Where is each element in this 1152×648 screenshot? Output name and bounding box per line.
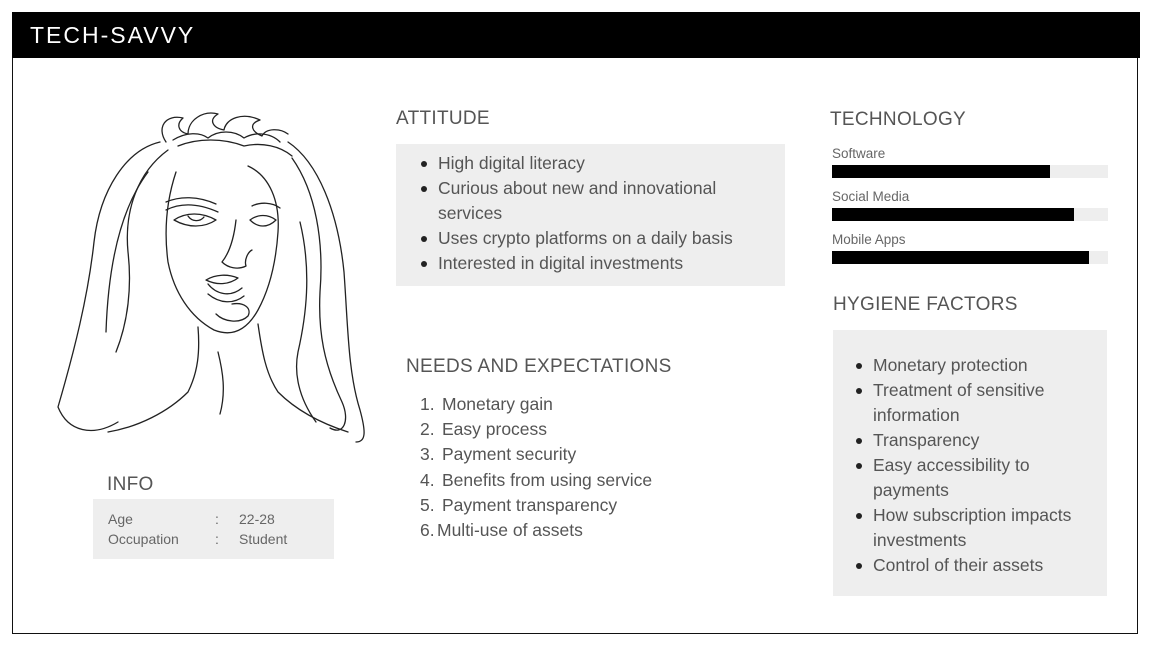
mobile-apps-bar [832, 251, 1108, 264]
page-header [12, 12, 1140, 58]
list-item: How subscription impacts investments [851, 503, 1096, 553]
list-item: Easy accessibility to payments [851, 453, 1096, 503]
list-item: 5. Payment transparency [420, 494, 618, 515]
needs-list [420, 392, 720, 543]
software-bar-fill [832, 165, 1050, 178]
list-item: Interested in digital investments [416, 251, 766, 276]
list-item: Monetary protection [851, 353, 1096, 378]
list-item: 3. Payment security [420, 444, 577, 465]
list-item: Treatment of sensitive information [851, 378, 1096, 428]
woman-line-drawing-icon [48, 102, 378, 452]
info-row-age: Age : 22-28 [108, 511, 275, 527]
hygiene-box [833, 330, 1107, 596]
list-item: Transparency [851, 428, 1096, 453]
list-item: Uses crypto platforms on a daily basis [416, 226, 766, 251]
list-item: 4. Benefits from using service [420, 469, 653, 490]
list-item: 6. Multi-use of assets [420, 520, 583, 541]
list-item: Curious about new and innovational services [416, 176, 766, 226]
technology-title: TECHNOLOGY [830, 109, 967, 130]
software-bar [832, 165, 1108, 178]
info-row-occupation: Occupation : Student [108, 531, 288, 547]
list-item: 1. Monetary gain [420, 394, 553, 414]
tech-label-social-media: Social Media [832, 189, 910, 204]
attitude-list [416, 151, 766, 276]
info-title: INFO [107, 474, 154, 495]
tech-label-mobile-apps: Mobile Apps [832, 232, 906, 247]
needs-title: NEEDS AND EXPECTATIONS [406, 356, 672, 377]
attitude-box [396, 144, 785, 286]
tech-label-software: Software [832, 146, 886, 161]
list-item: Control of their assets [851, 553, 1096, 578]
attitude-title: ATTITUDE [396, 108, 490, 129]
social-media-bar [832, 208, 1108, 221]
mobile-apps-bar-fill [832, 251, 1089, 264]
hygiene-list [851, 353, 1096, 578]
list-item: 2. Easy process [420, 419, 548, 440]
hygiene-title: HYGIENE FACTORS [833, 294, 1018, 315]
list-item: High digital literacy [416, 151, 766, 176]
social-media-bar-fill [832, 208, 1074, 221]
info-box [93, 499, 334, 559]
page-title: TECH-SAVVY [30, 21, 196, 48]
